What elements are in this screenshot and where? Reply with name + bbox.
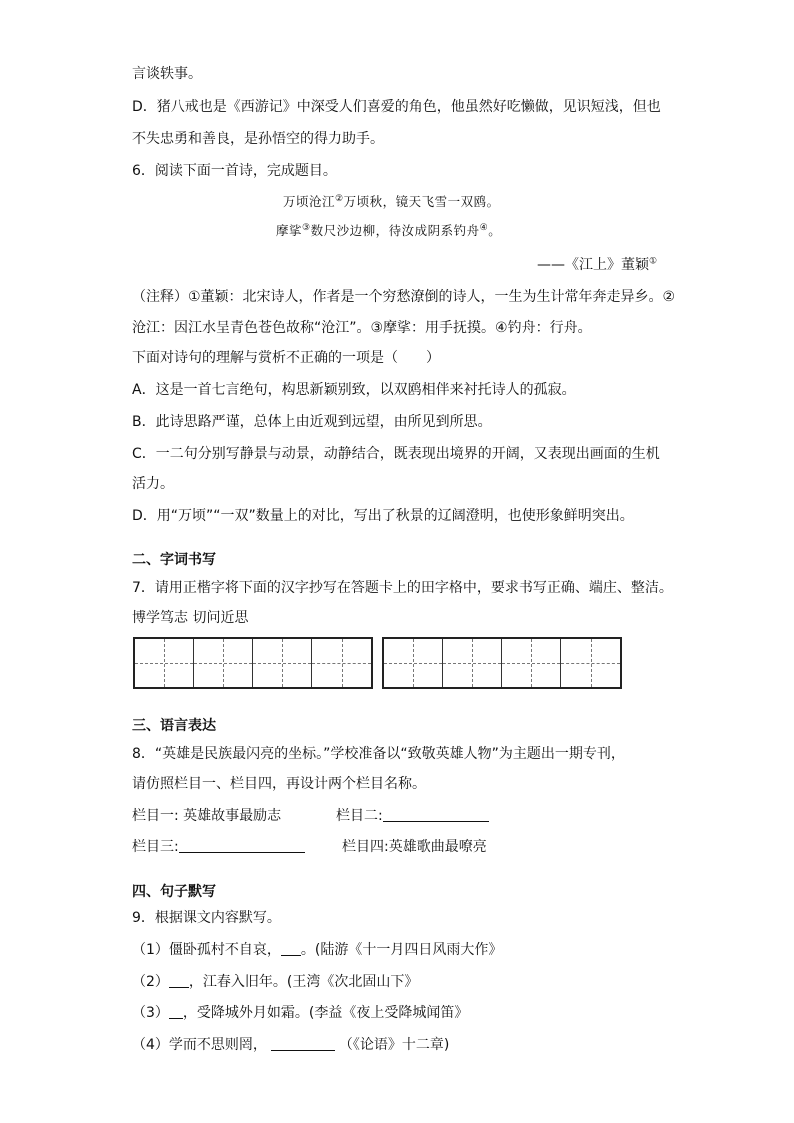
q9-item-4-blank (271, 1050, 335, 1051)
column-4: 栏目四:英雄歌曲最嘹亮 (342, 839, 487, 855)
section-4-title: 四、句子默写 (132, 884, 216, 900)
q9-item-4: （4）学而不思则罔， （《论语》十二章) (132, 1037, 450, 1053)
tianzige-cell (561, 639, 620, 687)
column-2: 栏目二: (336, 806, 489, 826)
tianzige-cell (253, 639, 312, 687)
tianzige-cell (502, 639, 561, 687)
q9-item-2: （2） ，江春入旧年。(王湾《次北固山下》 (132, 974, 419, 990)
q9-item-3: （3） ，受降城外月如霜。(李益《夜上受降城闻笛》 (132, 1005, 469, 1021)
poem-note-line1: （注释）①董颖：北宋诗人，作者是一个穷愁潦倒的诗人，一生为生计常年奔走异乡。② (132, 289, 676, 305)
q6-option-a: A．这是一首七言绝句，构思新颖别致，以双鸥相伴来衬托诗人的孤寂。 (132, 382, 576, 398)
q8-line1: 8．“英雄是民族最闪亮的坐标。”学校准备以“致敬英雄人物”为主题出一期专刊， (132, 746, 625, 762)
poem-attribution: ——《江上》董颖① (537, 256, 658, 273)
q9-item-1: （1）僵卧孤村不自哀， 。(陆游《十一月四日风雨大作》 (132, 942, 503, 958)
q8-line2: 请仿照栏目一、栏目四，再设计两个栏目名称。 (132, 776, 426, 792)
column-2-blank (383, 821, 489, 822)
column-3-blank (179, 852, 305, 853)
q9-text: 9．根据课文内容默写。 (132, 910, 281, 926)
q6-intro: 6．阅读下面一首诗，完成题目。 (132, 163, 337, 179)
q6-option-b: B．此诗思路严谨，总体上由近观到远望，由所见到所思。 (132, 414, 492, 430)
q6-question: 下面对诗句的理解与赏析不正确的一项是（ ） (132, 350, 440, 366)
q9-item-2-blank (169, 987, 189, 988)
tianzige-cell (194, 639, 253, 687)
q5-option-d-line1: D．猪八戒也是《西游记》中深受人们喜爱的角色，他虽然好吃懒做，见识短浅，但也 (132, 99, 661, 115)
q6-option-d: D．用“万顷”“一双”数量上的对比，写出了秋景的辽阔澄明，也使形象鲜明突出。 (132, 508, 634, 524)
q9-item-3-blank (169, 1018, 183, 1019)
q5-tail-text: 言谈轶事。 (132, 66, 202, 82)
section-3-title: 三、语言表达 (132, 718, 216, 734)
tianzige-cell (312, 639, 371, 687)
tianzige-grid-right (382, 637, 622, 689)
tianzige-cell (135, 639, 194, 687)
tianzige-cell (384, 639, 443, 687)
q7-text: 7．请用正楷字将下面的汉字抄写在答题卡上的田字格中，要求书写正确、端庄、整洁。 (132, 580, 673, 596)
poem-line-2: 摩挲③数尺沙边柳，待汝成阴系钓舟④。 (276, 222, 502, 238)
q6-option-c-line2: 活力。 (132, 476, 174, 492)
column-1: 栏目一: 英雄故事最励志 (132, 808, 282, 824)
tianzige-grid-left (133, 637, 373, 689)
q7-phrase: 博学笃志 切问近思 (132, 610, 249, 626)
section-2-title: 二、字词书写 (132, 552, 216, 568)
column-3: 栏目三: (132, 837, 305, 857)
poem-line-1: 万顷沧江②万顷秋，镜天飞雪一双鸥。 (283, 193, 500, 209)
q9-item-1-blank (281, 955, 301, 956)
q6-option-c-line1: C．一二句分别写静景与动景，动静结合，既表现出境界的开阔，又表现出画面的生机 (132, 446, 660, 462)
q5-option-d-line2: 不失忠勇和善良，是孙悟空的得力助手。 (132, 131, 384, 147)
tianzige-cell (443, 639, 502, 687)
poem-note-line2: 沧江：因江水呈青色苍色故称“沧江”。③摩挲：用手抚摸。④钓舟：行舟。 (132, 320, 592, 336)
